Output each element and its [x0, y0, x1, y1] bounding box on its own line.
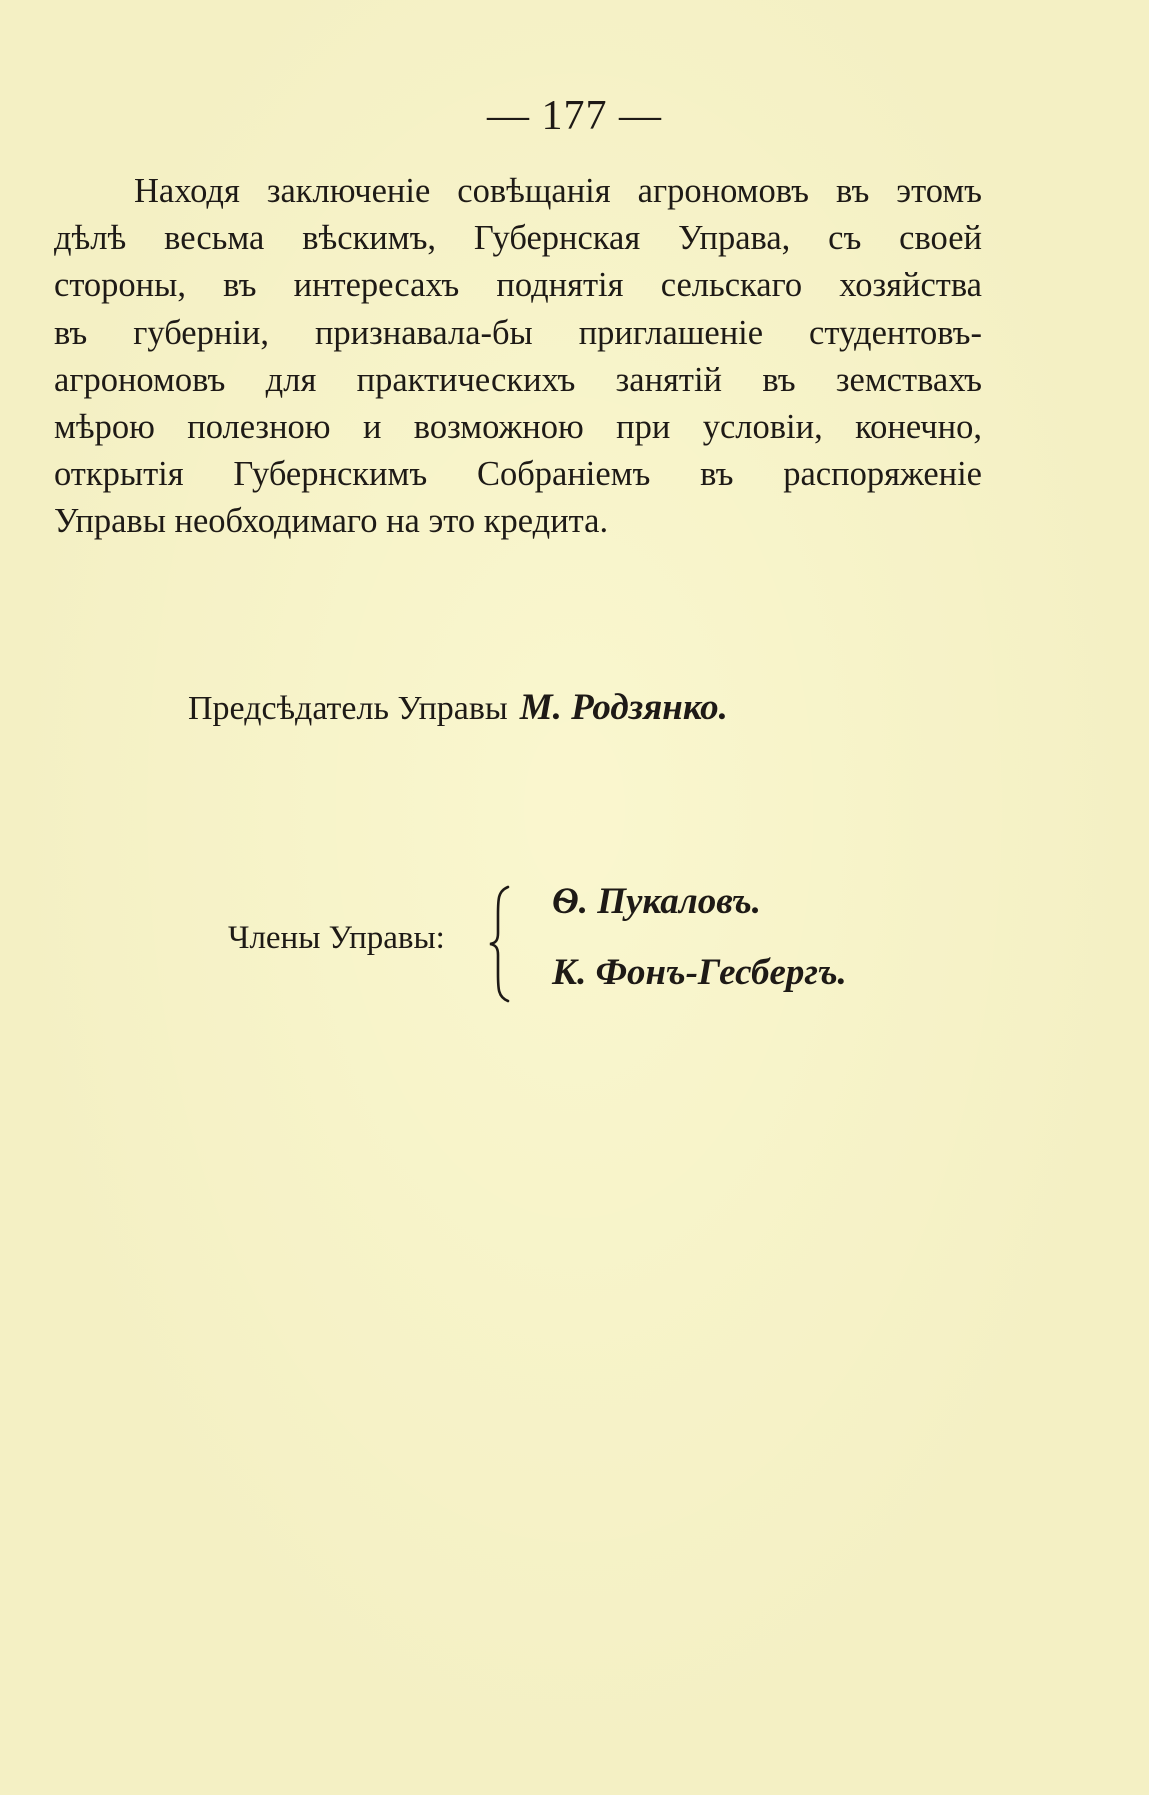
paragraph-line: мѣрою полезною и возможною при условіи, конечно, [54, 408, 982, 447]
paragraph-line: стороны, въ интересахъ поднятія сельскаго хозяйства [54, 266, 982, 305]
paragraph-line: открытія Губернскимъ Собраніемъ въ распоряженіе [54, 455, 982, 494]
paragraph-line: Управы необходимаго на это кредита. [54, 502, 609, 541]
paragraph-line: дѣлѣ весьма вѣскимъ, Губернская Управа, съ своей [54, 219, 982, 258]
member-name: Ѳ. Пукаловъ. [552, 881, 762, 922]
member-name: К. Фонъ-Гесбергъ. [552, 952, 847, 993]
body-paragraph [54, 168, 982, 546]
chairman-signature-block [188, 686, 728, 729]
page-number: — 177 — [487, 93, 662, 139]
paragraph-line: Находя заключеніе совѣщанія агрономовъ въ этомъ [134, 172, 982, 210]
chairman-name: М. Родзянко. [519, 687, 728, 728]
paragraph-line: агрономовъ для практическихъ занятій въ земствахъ [54, 360, 982, 399]
curly-brace-icon [488, 885, 512, 1003]
chairman-title: Предсѣдатель Управы [188, 690, 508, 727]
members-label: Члены Управы: [228, 920, 445, 956]
paragraph-line: въ губерніи, признавала-бы приглашеніе студентовъ- [54, 313, 982, 352]
